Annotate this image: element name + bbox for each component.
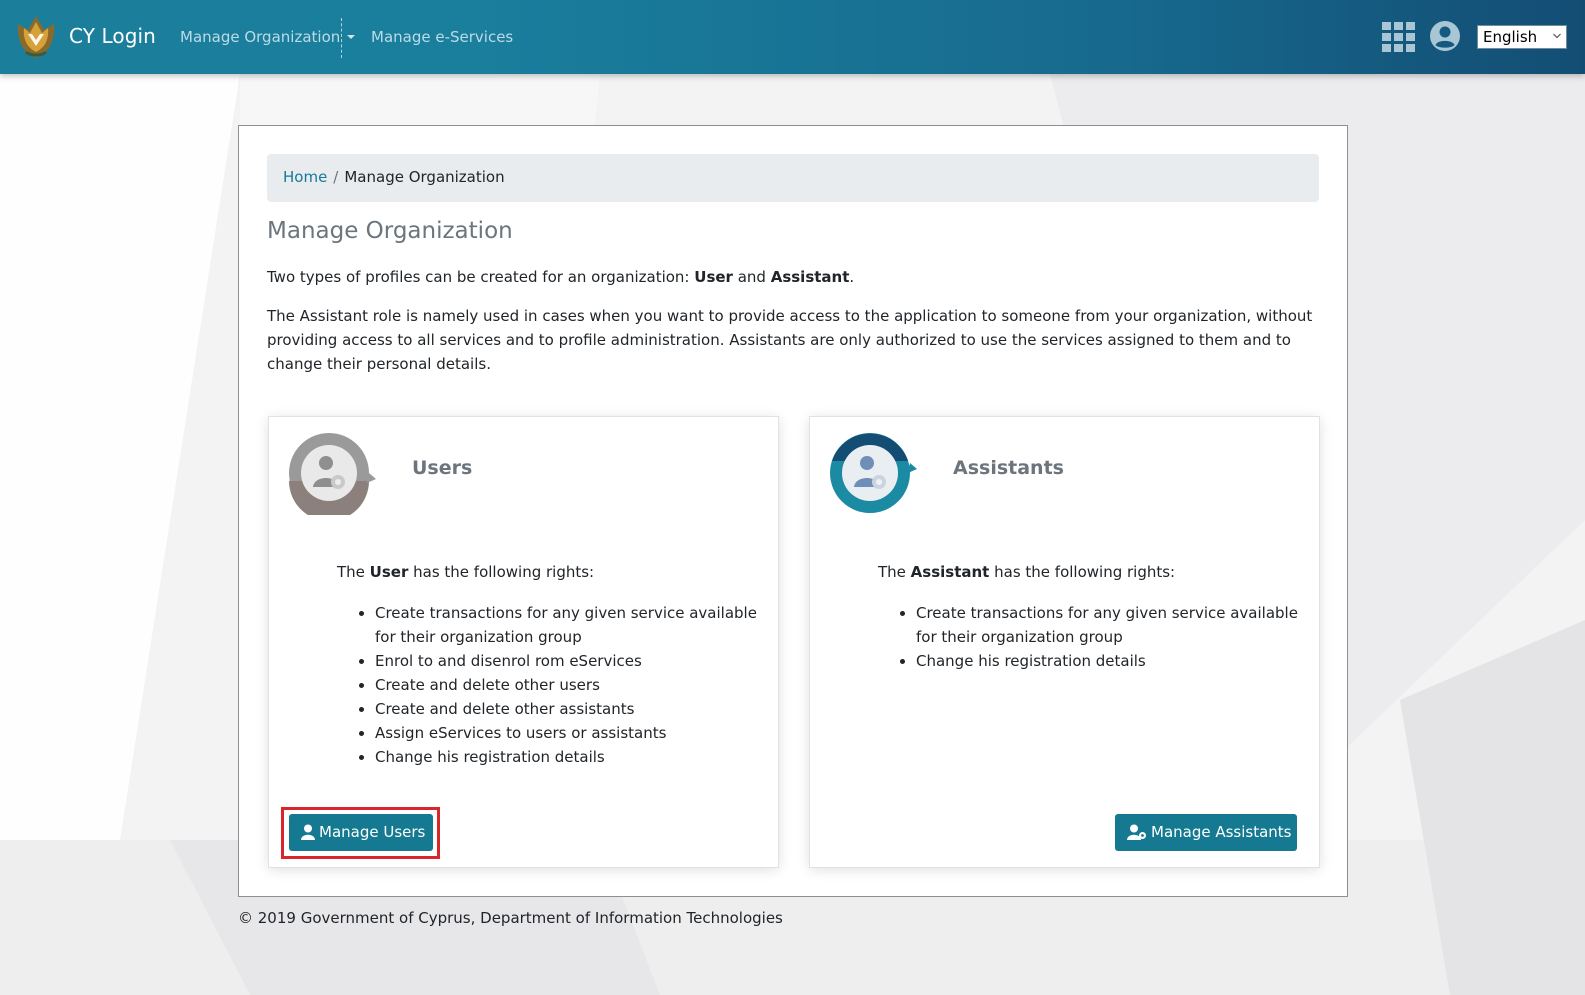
manage-assistants-label: Manage Assistants	[1151, 823, 1292, 841]
intro-and: and	[732, 268, 771, 286]
intro-user: User	[694, 268, 733, 286]
assistants-rights-pre: The	[878, 563, 911, 581]
assistants-rights-post: has the following rights:	[989, 563, 1176, 581]
list-item: • Create and delete other users	[375, 673, 775, 697]
assistants-rights-intro	[878, 563, 1175, 581]
breadcrumb-separator: /	[333, 168, 339, 186]
list-item: • Create transactions for any given service available for their organization group	[916, 601, 1316, 649]
user-settings-icon	[288, 431, 380, 515]
list-item: • Change his registration details	[375, 745, 775, 769]
assistants-card	[809, 416, 1320, 868]
users-rights-intro	[337, 563, 594, 581]
page-title: Manage Organization	[267, 218, 513, 244]
list-item: • Enrol to and disenrol rom eServices	[375, 649, 775, 673]
chevron-down-icon[interactable]	[347, 35, 355, 39]
assistant-description: The Assistant role is namely used in cases when you want to provide access to the application to someone from your organization, without providing access to all services and to profile administration. Assistants are only authorized to use the services assigned to them and to change their personal details.	[267, 307, 1313, 373]
breadcrumb-home-link[interactable]: Home	[283, 168, 328, 186]
language-selected: English	[1483, 28, 1538, 46]
users-rights-post: has the following rights:	[408, 563, 595, 581]
users-card	[268, 416, 779, 868]
assistant-settings-icon	[829, 431, 921, 515]
brand-title[interactable]: CY Login	[69, 24, 156, 48]
list-item: • Create and delete other assistants	[375, 697, 775, 721]
footer-copyright: © 2019 Government of Cyprus, Department of Information Technologies	[238, 909, 783, 927]
manage-users-button[interactable]	[289, 814, 433, 851]
users-rights-role: User	[369, 563, 409, 581]
apps-grid-icon[interactable]	[1382, 22, 1416, 52]
assistants-rights-role: Assistant	[910, 563, 990, 581]
users-rights-list	[337, 601, 775, 769]
top-navbar	[0, 0, 1585, 74]
chevron-down-icon	[1553, 32, 1561, 40]
main-panel	[238, 125, 1348, 897]
assistant-icon	[1127, 824, 1147, 840]
intro-pre: Two types of profiles can be created for an organization:	[267, 268, 695, 286]
manage-users-label: Manage Users	[319, 823, 426, 841]
assistants-rights-list	[878, 601, 1316, 673]
user-icon	[301, 824, 315, 840]
breadcrumb-current: Manage Organization	[344, 168, 505, 186]
users-card-title: Users	[412, 457, 473, 479]
breadcrumb	[267, 154, 1319, 202]
list-item: • Create transactions for any given service available for their organization group	[375, 601, 775, 649]
manage-assistants-button[interactable]	[1115, 814, 1297, 851]
nav-divider	[341, 18, 342, 58]
user-circle-icon[interactable]	[1429, 20, 1461, 52]
list-item: • Change his registration details	[916, 649, 1316, 673]
nav-manage-organization[interactable]: Manage Organization	[180, 28, 341, 46]
intro-assistant: Assistant	[770, 268, 850, 286]
language-select[interactable]	[1477, 25, 1567, 49]
users-rights-pre: The	[337, 563, 370, 581]
assistants-card-title: Assistants	[953, 457, 1064, 479]
intro-post: .	[849, 268, 855, 286]
list-item: • Assign eServices to users or assistants	[375, 721, 775, 745]
cyprus-emblem-icon[interactable]	[14, 12, 58, 60]
nav-manage-eservices[interactable]: Manage e-Services	[371, 28, 514, 46]
intro-text	[267, 265, 1327, 289]
